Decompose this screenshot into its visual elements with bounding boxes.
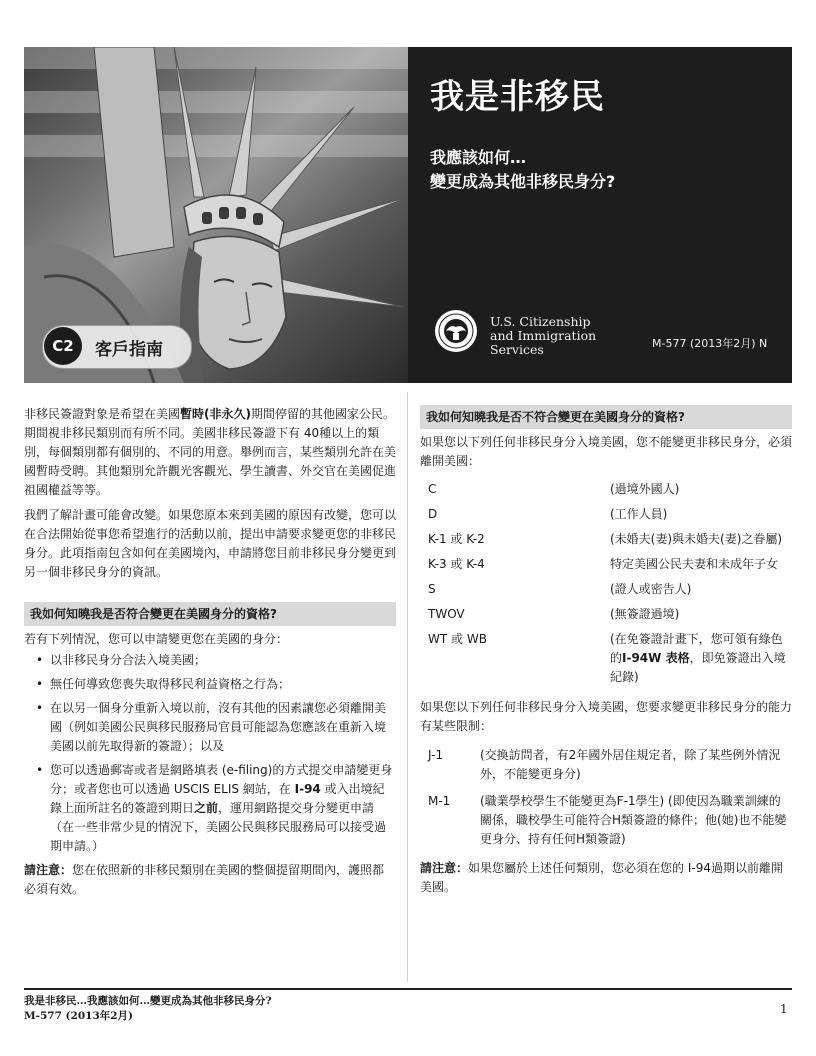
subtitle-line-1: 我應該如何… — [430, 148, 527, 167]
visa-code: J-1 — [428, 748, 444, 762]
intro-paragraph-2: 我們了解計畫可能會改變。如果您原本來到美國的原因有改變，您可以在合法開始從事您希望進行的活動以前，提出申請要求變更您的非移民身分。此項指南包含如何在美國境內，申請將您目前非移民身分變更到另一個非移民身分的資訊。 — [24, 508, 397, 579]
list-item: • 無任何導致您喪失取得移民利益資格之行為； — [24, 675, 396, 694]
visa-description: 特定美國公民夫妻和未成年子女 — [610, 557, 779, 571]
table-row — [420, 552, 792, 577]
table-row — [420, 477, 792, 502]
list-item: • 以非移民身分合法入境美國； — [24, 651, 396, 670]
visa-description: (過境外國人) — [610, 482, 680, 496]
visa-description: (職業學校學生不能變更為F-1學生) (即使因為職業訓練的關係，職校學生可能符合H類簽證的條件；他(她)也不能變更身分、持有任何H類簽證) — [480, 794, 787, 846]
ineligibility-heading: 我如何知曉我是否不符合變更在美國身分的資格? — [420, 405, 792, 429]
visa-code: K-3 或 K-4 — [428, 557, 485, 571]
visa-description: (無簽證過境) — [610, 607, 680, 621]
agency-name — [490, 315, 596, 357]
note-label: 請注意： — [420, 861, 469, 875]
left-column — [24, 405, 396, 905]
table-row — [420, 577, 792, 602]
note-label: 請注意： — [24, 863, 73, 877]
agency-line-1: U.S. Citizenship — [490, 314, 591, 329]
restriction-table — [420, 742, 792, 853]
table-row — [420, 602, 792, 627]
visa-code: K-1 或 K-2 — [428, 532, 485, 546]
eligibility-intro: 若有下列情況，您可以申請變更您在美國的身分： — [24, 632, 289, 646]
footer-form-number: M-577 (2013年2月) — [24, 1010, 134, 1022]
visa-code: M-1 — [428, 794, 451, 808]
guide-label: 客戶指南 — [95, 340, 163, 360]
departure-note: 請注意：如果您屬於上述任何類別，您必須在您的 I-94過期以前離開美國。 — [420, 861, 783, 894]
eligibility-list — [24, 651, 396, 856]
visa-code: D — [428, 507, 438, 521]
visa-table — [420, 477, 792, 690]
eligibility-heading: 我如何知曉我是否符合變更在美國身分的資格? — [24, 602, 396, 626]
page-number: 1 — [780, 1002, 788, 1016]
right-column — [420, 405, 792, 903]
emphasis-temporary: 暫時(非永久) — [180, 407, 251, 421]
footer-title: 我是非移民…我應該如何…變更成為其他非移民身分? — [24, 995, 272, 1007]
visa-description: (工作人員) — [610, 507, 668, 521]
table-row — [420, 502, 792, 527]
list-item: • 您可以透過郵寄或者是網路填表 (e-filing)的方式提交申請變更身分；或者您也可以透過 USCIS ELIS 網站，在 I-94 或入出境紀錄上面所註名的簽證到期日之前，運用網路提交身分變更申請（在一些非常少見的情況下，美國公民與移民服務局可以接受過期申請。） — [24, 761, 396, 856]
visa-code: C — [428, 482, 437, 496]
visa-description: (證人或密告人) — [610, 582, 692, 596]
table-row — [420, 742, 792, 788]
guide-code: C2 — [44, 327, 82, 365]
page-title: 我是非移民 — [430, 77, 605, 117]
subtitle-line-2: 變更成為其他非移民身分? — [430, 172, 616, 191]
visa-description: (交換訪問者，有2年國外居住規定者，除了某些例外情況外，不能變更身分) — [480, 748, 781, 781]
agency-line-3: Services — [490, 342, 544, 357]
list-item: • 在以另一個身分重新入境以前，沒有其他的因素讓您必須離開美國（例如美國公民與移民服務局官員可能認為您應該在重新入境美國以前先取得新的簽證）；以及 — [24, 699, 396, 756]
column-divider — [407, 392, 408, 982]
table-row — [420, 788, 792, 853]
visa-description: (在免簽證計畫下，您可領有綠色的I-94W 表格，即免簽證出入境紀錄) — [610, 632, 786, 684]
visa-code: WT 或 WB — [428, 632, 487, 646]
dhs-seal-icon — [434, 309, 478, 353]
visa-code: TWOV — [428, 607, 465, 621]
footer-rule — [24, 988, 792, 990]
limited-intro: 如果您以下列任何非移民身分入境美國，您要求變更非移民身分的能力有某些限制： — [420, 700, 793, 733]
visa-description: (未婚夫(妻)與未婚夫(妻)之眷屬) — [610, 532, 783, 546]
table-row — [420, 627, 792, 690]
agency-line-2: and Immigration — [490, 328, 597, 343]
table-row — [420, 527, 792, 552]
form-number: M-577 (2013年2月) N — [652, 337, 768, 350]
ineligibility-intro: 如果您以下列任何非移民身分入境美國，您不能變更非移民身分，必須離開美國： — [420, 435, 793, 468]
intro-paragraph-1: 非移民簽證對象是希望在美國暫時(非永久)期間停留的其他國家公民。期間視非移民類別而有所不同。美國非移民簽證下有 40種以上的類別，每個類別都有個別的、不同的用意。舉例而言，某些類別允許在美國暫時受聘。其他類別允許觀光客觀光、學生讀書、外交官在美國促進祖國權益等等。 — [24, 407, 397, 497]
title-panel — [408, 47, 792, 383]
passport-note: 請注意：您在依照新的非移民類別在美國的整個提留期間內，護照都必須有效。 — [24, 863, 385, 896]
visa-code: S — [428, 582, 436, 596]
